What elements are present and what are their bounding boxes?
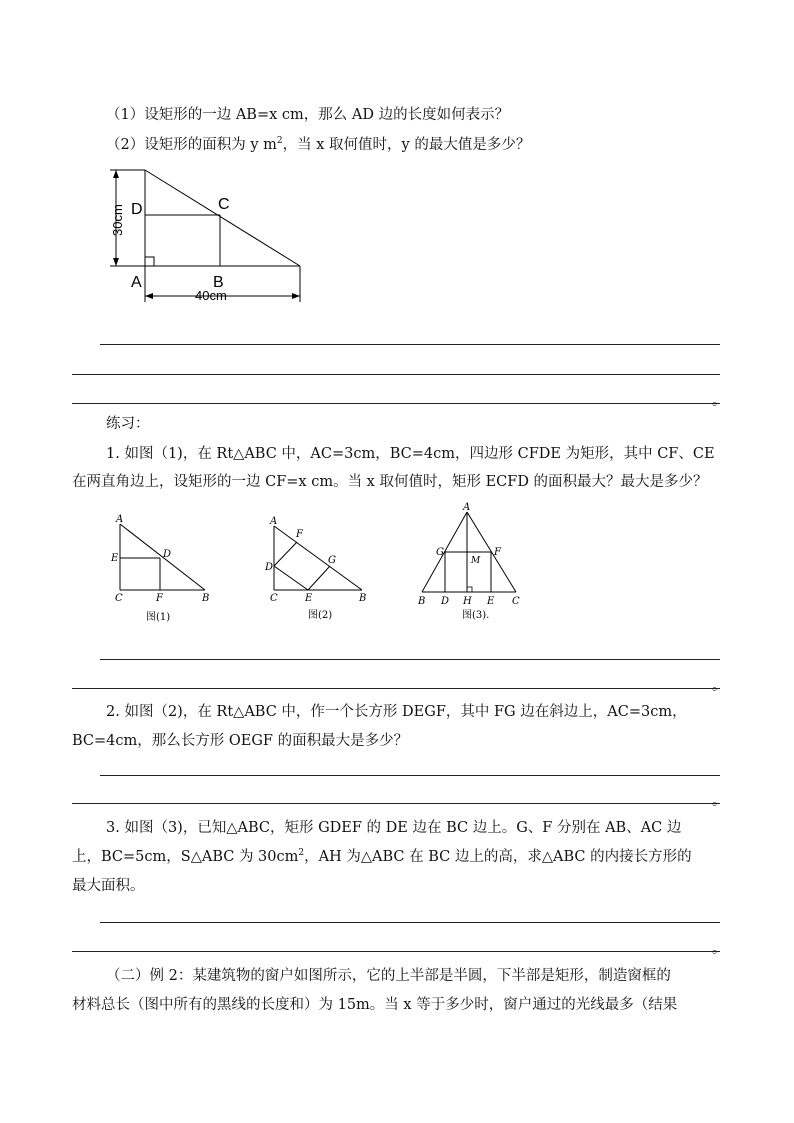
- fig3-b: B: [418, 596, 426, 607]
- practice-title: 练习：: [106, 416, 150, 432]
- question-2: （2）设矩形的面积为 y $m^2$，当 x 取何值时，y 的最大值是多少？: [106, 136, 531, 153]
- figure-2: [262, 512, 378, 624]
- fig3-f: F: [494, 547, 501, 558]
- width-label: 40cm: [195, 288, 227, 303]
- height-label: 30cm: [110, 204, 125, 236]
- rectangle-in-triangle-figure: [100, 160, 320, 310]
- fig3-c: C: [512, 596, 520, 607]
- problem-2-line-1: 2. 如图（2)，在 Rt△ABC 中，作一个长方形 DEGF，其中 FG 边在斜边上，AC=3cm，: [106, 704, 687, 720]
- fig2-a: A: [270, 516, 278, 527]
- answer-line: [100, 344, 720, 345]
- fig2-d: D: [265, 562, 274, 573]
- fig3-h: H: [463, 596, 472, 607]
- label-c: C: [218, 196, 230, 213]
- figure-1: [108, 512, 218, 624]
- example-2-line-1: （二）例 2：某建筑物的窗户如图所示，它的上半部是半圆，下半部是矩形，制造窗框的: [106, 968, 671, 984]
- fig1-d: D: [163, 549, 172, 560]
- fig2-e: E: [305, 593, 313, 604]
- fig3-m: M: [471, 556, 481, 566]
- fig3-e: E: [487, 596, 495, 607]
- answer-line: [72, 688, 720, 689]
- label-d: D: [131, 201, 143, 218]
- figure-3: [412, 500, 532, 624]
- fig2-caption: 图(2): [308, 610, 333, 621]
- fig1-c: C: [115, 593, 123, 604]
- problem-2-line-2: BC=4cm，那么长方形 OEGF 的面积最大是多少？: [72, 733, 409, 749]
- fig2-g: G: [328, 555, 336, 566]
- answer-line: [72, 403, 720, 404]
- example-2-line-2: 材料总长（图中所有的黑线的长度和）为 15m。当 x 等于多少时，窗户通过的光线最多（结果: [72, 997, 678, 1013]
- problem-3-line-3: 最大面积。: [72, 878, 145, 894]
- fig2-b: B: [359, 593, 367, 604]
- fig2-c: C: [270, 593, 278, 604]
- answer-line: [100, 922, 720, 923]
- fig3-d: D: [441, 596, 450, 607]
- fig1-f: F: [156, 593, 163, 604]
- fig1-e: E: [111, 553, 119, 564]
- fig1-b: B: [202, 593, 210, 604]
- problem-1-line-2: 在两直角边上，设矩形的一边 CF=x cm。当 x 取何值时，矩形 ECFD 的面积最大？最大是多少？: [72, 474, 708, 490]
- answer-line: [72, 951, 720, 952]
- question-1: （1）设矩形的一边 AB=x cm，那么 AD 边的长度如何表示？: [106, 107, 510, 123]
- answer-line: [72, 803, 720, 804]
- fig1-a: A: [116, 514, 124, 525]
- fig3-a: A: [463, 502, 471, 513]
- fig2-f: F: [296, 529, 303, 540]
- label-b: B: [213, 274, 224, 291]
- answer-line: [100, 659, 720, 660]
- end-mark: 。: [712, 393, 726, 409]
- fig3-g: G: [436, 547, 444, 558]
- problem-3-line-1: 3. 如图（3)，已知△ABC，矩形 GDEF 的 DE 边在 BC 边上。G、F 分别在 AB、AC 边: [106, 820, 682, 836]
- problem-1-line-1: 1. 如图（1)，在 Rt△ABC 中，AC=3cm，BC=4cm，四边形 CFDE 为矩形，其中 CF、CE: [106, 446, 715, 462]
- end-mark: 。: [712, 678, 726, 694]
- fig1-caption: 图(1): [146, 612, 171, 623]
- answer-line: [100, 775, 720, 776]
- end-mark: 。: [712, 793, 726, 809]
- label-a: A: [131, 274, 142, 291]
- problem-3-line-2: 上，BC=5cm，S△ABC 为 $30cm^2$，AH 为△ABC 在 BC 边上的高，求△ABC 的内接长方形的: [72, 848, 692, 865]
- end-mark: 。: [712, 941, 726, 957]
- answer-line: [72, 374, 720, 375]
- fig3-caption: 图(3).: [462, 610, 490, 621]
